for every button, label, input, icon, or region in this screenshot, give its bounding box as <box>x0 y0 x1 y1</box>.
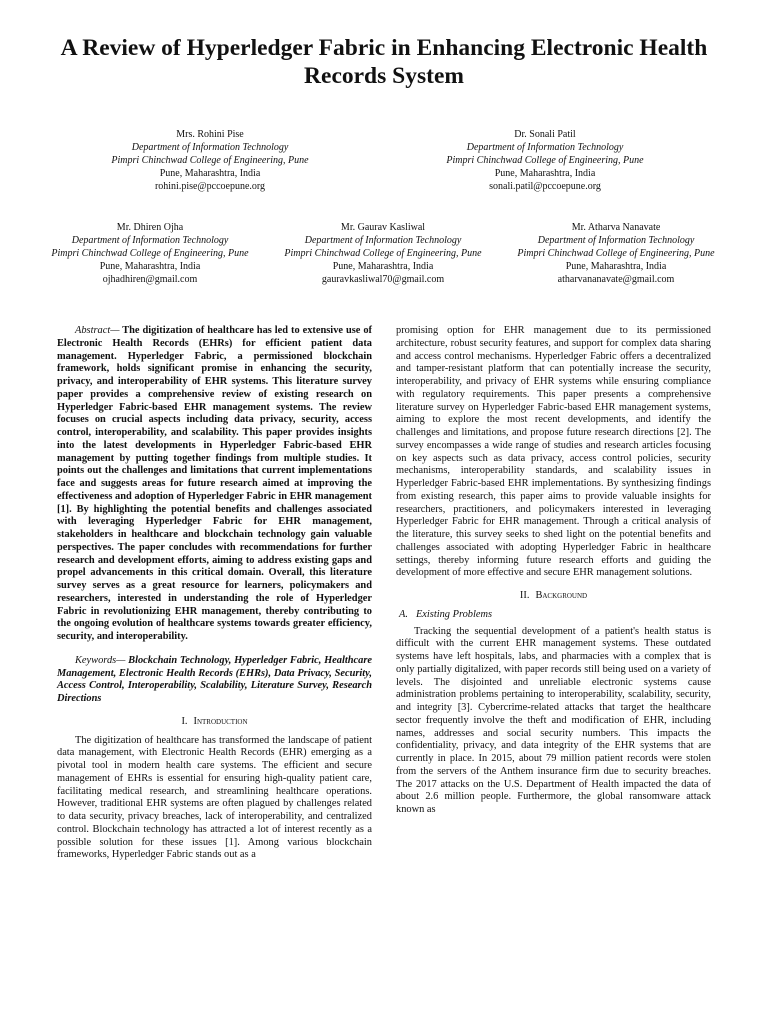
section-title: Introduction <box>193 715 248 727</box>
abstract-text: The digitization of healthcare has led to extensive use of Electronic Health Records (EHRs) for efficient patient data management. Hyperledger Fabric, a permissioned blockchain framework, holds significant promise in enhancing the security, privacy, and interoperability of EHR systems. This literature survey paper provides a comprehensive review of existing research on Hyperledger Fabric-based EHR management systems. The review focuses on crucial aspects including data privacy, security, access control, interoperability, and scalability. This paper provides insights into the latest developments in Hyperledger Fabric-based EHR management by putting together findings from multiple studies. It points out the challenges and limitations that current implementations face and suggests areas for future research aimed at improving the effectiveness and adoption of Hyperledger Fabric in EHR management [1]. By highlighting the potential benefits and challenges associated with leveraging Hyperledger Fabric for EHR management, stakeholders in healthcare and blockchain technology gain valuable perspectives. The paper concludes with recommendations for further research and development efforts, aiming to address existing gaps and propel advancements in this critical domain. Overall, this literature survey serves as a great resource for learners, policymakers and researchers, interested in understanding the role of Hyperledger Fabric in revolutionizing EHR management, thereby contributing to the ongoing evolution of healthcare systems towards greater efficiency, security, and interoperability. <box>57 325 372 642</box>
abstract <box>57 325 372 644</box>
author-block-5 <box>506 221 726 286</box>
author-email: atharvananavate@gmail.com <box>557 274 675 285</box>
keywords-text: Blockchain Technology, Hyperledger Fabric, Healthcare Management, Electronic Health Records (EHRs), Data Privacy, Security, Access Control, Interoperability, Scalability, Literature Survey, Research Directions <box>57 654 372 704</box>
author-institution: Pimpri Chinchwad College of Engineering, Pune <box>111 155 309 166</box>
author-block-4 <box>273 221 493 286</box>
author-department: Department of Information Technology <box>71 235 229 246</box>
author-name: Dr. Sonali Patil <box>514 129 576 140</box>
background-paragraph: Tracking the sequential development of a patient's health status is difficult with the current EHR management systems. These outdated systems have left hospitals, labs, and pharmacies with a complex that is only partially digitalized, with paper records still being used on a variety of levels. The disjointed and unreliable electronic systems cause administration problems pertaining to interoperability, scalability, security, and integrity [3]. Cybercrime-related attacks that target the healthcare sector frequently involve the theft and modification of EHR, including names, addresses and social security numbers. This impacts the confidentiality, privacy, and data integrity of the EHR systems that are currently in place. In 2015, about 79 million patient records were stolen from the servers of the Anthem insurance firm due to security breaches. The 2017 attacks on the U.S. Department of Health impacted the data of about 2.6 million people. Furthermore, the global ransomware attack known as <box>396 625 711 815</box>
keywords <box>57 655 372 706</box>
author-institution: Pimpri Chinchwad College of Engineering, Pune <box>284 248 482 259</box>
subsection-heading-existing-problems <box>396 609 711 622</box>
author-block-1 <box>75 128 345 193</box>
author-block-3 <box>40 221 260 286</box>
author-department: Department of Information Technology <box>131 142 289 153</box>
abstract-lead: Abstract— <box>75 325 120 336</box>
subsection-number: A. <box>399 608 408 620</box>
author-name: Mr. Dhiren Ojha <box>116 222 184 233</box>
author-email: ojhadhiren@gmail.com <box>102 274 198 285</box>
author-location: Pune, Maharashtra, India <box>99 261 201 272</box>
left-column <box>57 325 372 862</box>
author-institution: Pimpri Chinchwad College of Engineering, Pune <box>446 155 644 166</box>
subsection-title: Existing Problems <box>415 608 493 620</box>
section-heading-background <box>396 590 711 603</box>
author-institution: Pimpri Chinchwad College of Engineering, Pune <box>51 248 249 259</box>
author-location: Pune, Maharashtra, India <box>565 261 667 272</box>
author-location: Pune, Maharashtra, India <box>494 168 596 179</box>
author-email: sonali.patil@pccoepune.org <box>489 181 601 192</box>
author-block-2 <box>410 128 680 193</box>
author-name: Mr. Gaurav Kasliwal <box>340 222 426 233</box>
author-email: rohini.pise@pccoepune.org <box>154 181 266 192</box>
paper-title: A Review of Hyperledger Fabric in Enhancing Electronic Health Records System <box>60 35 708 89</box>
author-name: Mrs. Rohini Pise <box>176 129 244 140</box>
section-heading-introduction <box>57 716 372 729</box>
author-institution: Pimpri Chinchwad College of Engineering, Pune <box>517 248 715 259</box>
introduction-paragraph: The digitization of healthcare has transformed the landscape of patient data management, with Electronic Health Records (EHR) emerging as a pivotal tool in modern health care systems. The efficient and secure management of EHRs is essential for ensuring high-quality patient care, facilitating medical research, and streamlining healthcare operations. However, traditional EHR systems are often plagued by challenges related to data security, privacy breaches, lack of interoperability, and centralized control. Blockchain technology has attracted a lot of interest recently as a possible solution for these issues [1]. Among various blockchain frameworks, Hyperledger Fabric stands out as a <box>57 734 372 861</box>
introduction-paragraph-continued: promising option for EHR management due to its permissioned architecture, robust security features, and support for complex data sharing and access control mechanisms. Hyperledger Fabric offers a decentralized and tamper-resistant platform that can potentially increase the security, interoperability, and privacy of EHR systems while ensuring compliance with regulatory requirements. This paper presents a comprehensive literature survey on Hyperledger Fabric-based EHR management systems, aiming to explore the most recent developments, and identify the challenges and limitations, and propose future research directions [2]. The survey encompasses a wide range of studies and research articles focusing on key aspects such as data privacy, access control policies, security mechanisms, interoperability standards, and scalability issues in Hyperledger Fabric-based EHR implementations. By synthesizing findings from existing research, this paper aims to provide valuable insights for researchers, practitioners, and policymakers interested in leveraging Hyperledger Fabric for EHR management. Through a critical analysis of the literature, this survey seeks to shed light on the potential benefits and challenges associated with adopting Hyperledger Fabric in healthcare settings, thereby informing future research efforts and guiding the development of more effective and secure EHR management solutions. <box>396 325 711 579</box>
section-number: I. <box>181 715 188 727</box>
author-location: Pune, Maharashtra, India <box>159 168 261 179</box>
keywords-lead: Keywords— <box>75 654 126 666</box>
author-department: Department of Information Technology <box>466 142 624 153</box>
author-location: Pune, Maharashtra, India <box>332 261 434 272</box>
author-department: Department of Information Technology <box>304 235 462 246</box>
author-department: Department of Information Technology <box>537 235 695 246</box>
right-column <box>396 325 711 817</box>
section-number: II. <box>519 590 530 601</box>
author-email: gauravkasliwal70@gmail.com <box>321 274 445 285</box>
author-name: Mr. Atharva Nanavate <box>571 222 661 233</box>
section-title: Background <box>535 590 588 601</box>
